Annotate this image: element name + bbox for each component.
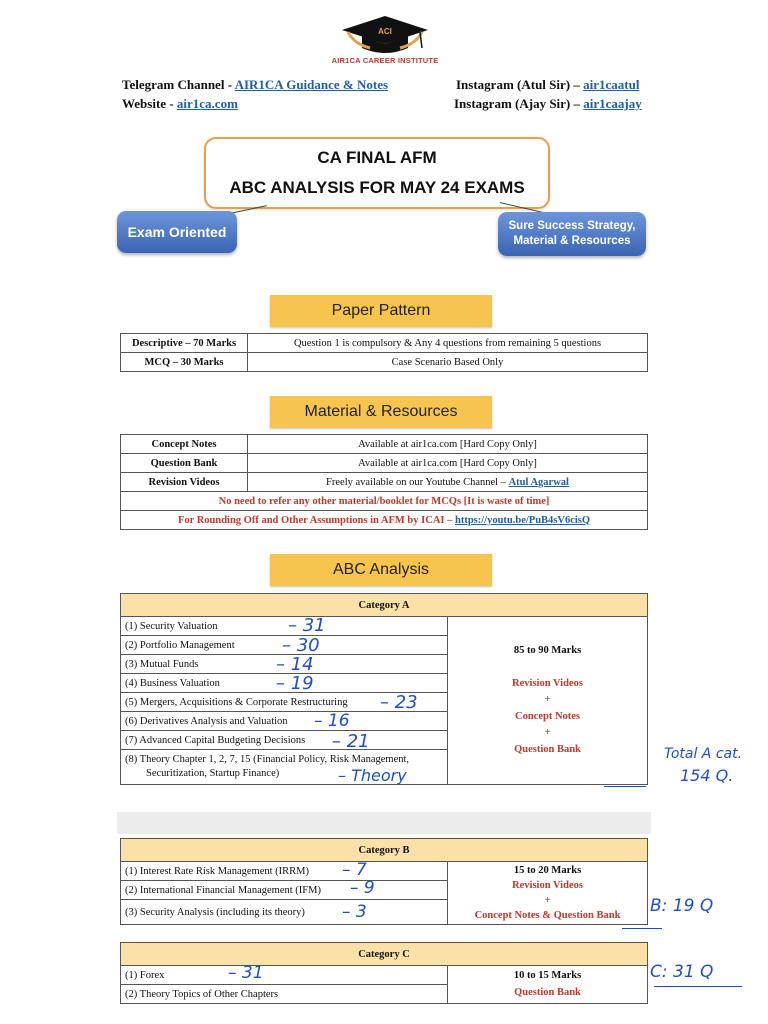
hand-note-b-total: B: 19 Q (650, 896, 714, 916)
website-link[interactable]: air1ca.com (176, 96, 238, 111)
category-a-item-8-line-1: (8) Theory Chapter 1, 2, 7, 15 (Financial Policy, Risk Management, (125, 754, 410, 765)
pattern-label: MCQ – 30 Marks (121, 353, 248, 372)
title-line-2: ABC ANALYSIS FOR MAY 24 EXAMS (229, 178, 525, 197)
hand-note-c-total: C: 31 Q (650, 962, 714, 982)
category-a-item: (6) Derivatives Analysis and Valuation (121, 712, 448, 731)
hand-note-total-a-line-1: Total A cat. (664, 746, 743, 762)
table-row (121, 966, 648, 985)
category-a-res-3: Question Bank (514, 743, 581, 755)
category-c-res-1: Question Bank (514, 986, 581, 998)
category-a-item: (1) Security Valuation (121, 617, 448, 636)
material-label: Revision Videos (121, 473, 248, 492)
pattern-label: Descriptive – 70 Marks (121, 334, 248, 353)
category-a-item: (4) Business Valuation (121, 674, 448, 693)
category-c-title: Category C (121, 943, 648, 966)
hand-underline-b (622, 928, 662, 929)
table-row (121, 492, 648, 511)
paper-pattern-heading: Paper Pattern (270, 295, 492, 327)
paper-pattern-table (120, 333, 648, 372)
category-b-resources (448, 862, 648, 925)
hand-underline-c (654, 986, 742, 987)
table-row (121, 454, 648, 473)
category-a-title: Category A (121, 594, 648, 617)
instagram-atul-line (456, 77, 639, 93)
category-a-item-8-line-2: Securitization, Startup Finance) (146, 768, 280, 779)
category-a-res-1: Revision Videos (512, 677, 583, 689)
rounding-note (121, 511, 648, 530)
category-b-res-1: Revision Videos (512, 880, 583, 891)
material-value-text: Freely available on our Youtube Channel – (326, 476, 509, 488)
category-b-title: Category B (121, 839, 648, 862)
mcq-note: No need to refer any other material/booklet for MCQs [It is waste of time] (121, 492, 648, 511)
website-label: Website - (122, 96, 177, 111)
hand-note-total-a-line-2: 154 Q. (680, 766, 734, 785)
materials-table (120, 434, 648, 530)
exam-oriented-pill: Exam Oriented (117, 211, 237, 253)
category-c-resources (448, 966, 648, 1004)
table-row (121, 334, 648, 353)
hand-note-a7: – 21 (332, 731, 370, 752)
instagram-atul-link[interactable]: air1caatul (583, 77, 640, 92)
category-b-plus: + (544, 895, 551, 906)
rounding-video-link[interactable]: https://youtu.be/PuB4sV6cisQ (454, 514, 591, 526)
abc-heading: ABC Analysis (270, 554, 492, 586)
material-value (248, 473, 648, 492)
category-a-table (120, 593, 648, 785)
instagram-ajay-label: Instagram (Ajay Sir) – (454, 96, 584, 111)
youtube-channel-link[interactable]: Atul Agarwal (508, 476, 569, 488)
hand-note-b1: – 7 (342, 860, 367, 880)
hand-note-a5: – 23 (380, 692, 418, 713)
hand-note-a6: – 16 (314, 711, 350, 731)
graduation-cap-icon (340, 14, 430, 58)
category-b-item: (1) Interest Rate Risk Management (IRRM) (121, 862, 448, 881)
category-a-plus-2: + (544, 727, 551, 738)
category-b-table (120, 838, 648, 925)
table-row (121, 511, 648, 530)
hand-note-a4: – 19 (276, 673, 314, 694)
material-label: Question Bank (121, 454, 248, 473)
category-a-res-2: Concept Notes (514, 710, 581, 722)
category-c-table (120, 942, 648, 1004)
title-line-1: CA FINAL AFM (317, 148, 437, 167)
hand-note-b3: – 3 (342, 902, 367, 922)
instagram-ajay-link[interactable]: air1caajay (583, 96, 642, 111)
hand-underline-a (604, 786, 646, 787)
hand-note-a3: – 14 (276, 654, 314, 675)
category-a-marks: 85 to 90 Marks (513, 645, 582, 656)
category-a-plus-1: + (544, 694, 551, 705)
hand-note-a8: – Theory (338, 766, 407, 785)
category-c-item: (1) Forex (121, 966, 448, 985)
material-label: Concept Notes (121, 435, 248, 454)
hand-note-c1: – 31 (228, 963, 264, 983)
category-b-item: (3) Security Analysis (including its theory) (121, 900, 448, 925)
page-break-strip (117, 812, 651, 834)
category-c-marks: 10 to 15 Marks (513, 970, 582, 981)
table-row (121, 435, 648, 454)
success-strategy-line-1: Sure Success Strategy, (508, 220, 636, 232)
category-b-item: (2) International Financial Management (IFM) (121, 881, 448, 900)
hand-note-b2: – 9 (350, 878, 375, 898)
hand-note-a1: – 31 (288, 615, 326, 636)
category-a-item: (3) Mutual Funds (121, 655, 448, 674)
title-box (204, 137, 550, 209)
success-strategy-pill (498, 212, 646, 256)
table-row (121, 862, 648, 881)
category-a-item: (2) Portfolio Management (121, 636, 448, 655)
category-c-item: (2) Theory Topics of Other Chapters (121, 985, 448, 1004)
table-row (121, 473, 648, 492)
hand-note-a2: – 30 (282, 635, 320, 656)
logo-text: AIR1CA CAREER INSTITUTE (331, 56, 439, 65)
instagram-ajay-line (454, 96, 642, 112)
success-strategy-line-2: Material & Resources (513, 235, 631, 247)
instagram-atul-label: Instagram (Atul Sir) – (456, 77, 584, 92)
telegram-label: Telegram Channel - (122, 77, 235, 92)
logo-cap-text: ACI (378, 27, 392, 36)
category-b-marks: 15 to 20 Marks (513, 865, 582, 876)
website-line (122, 96, 238, 112)
telegram-line (122, 77, 388, 93)
category-a-resources (448, 617, 648, 785)
category-b-res-2: Concept Notes & Question Bank (474, 910, 621, 921)
materials-heading: Material & Resources (270, 396, 492, 428)
table-row (121, 617, 648, 636)
material-value: Available at air1ca.com [Hard Copy Only] (248, 435, 648, 454)
rounding-note-text: For Rounding Off and Other Assumptions in AFM by ICAI – (177, 514, 455, 526)
category-a-item: (5) Mergers, Acquisitions & Corporate Restructuring (121, 693, 448, 712)
telegram-link[interactable]: AIR1CA Guidance & Notes (234, 77, 389, 92)
table-row (121, 353, 648, 372)
category-a-item: (7) Advanced Capital Budgeting Decisions (121, 731, 448, 750)
pattern-value: Case Scenario Based Only (248, 353, 648, 372)
material-value: Available at air1ca.com [Hard Copy Only] (248, 454, 648, 473)
pattern-value: Question 1 is compulsory & Any 4 questions from remaining 5 questions (248, 334, 648, 353)
